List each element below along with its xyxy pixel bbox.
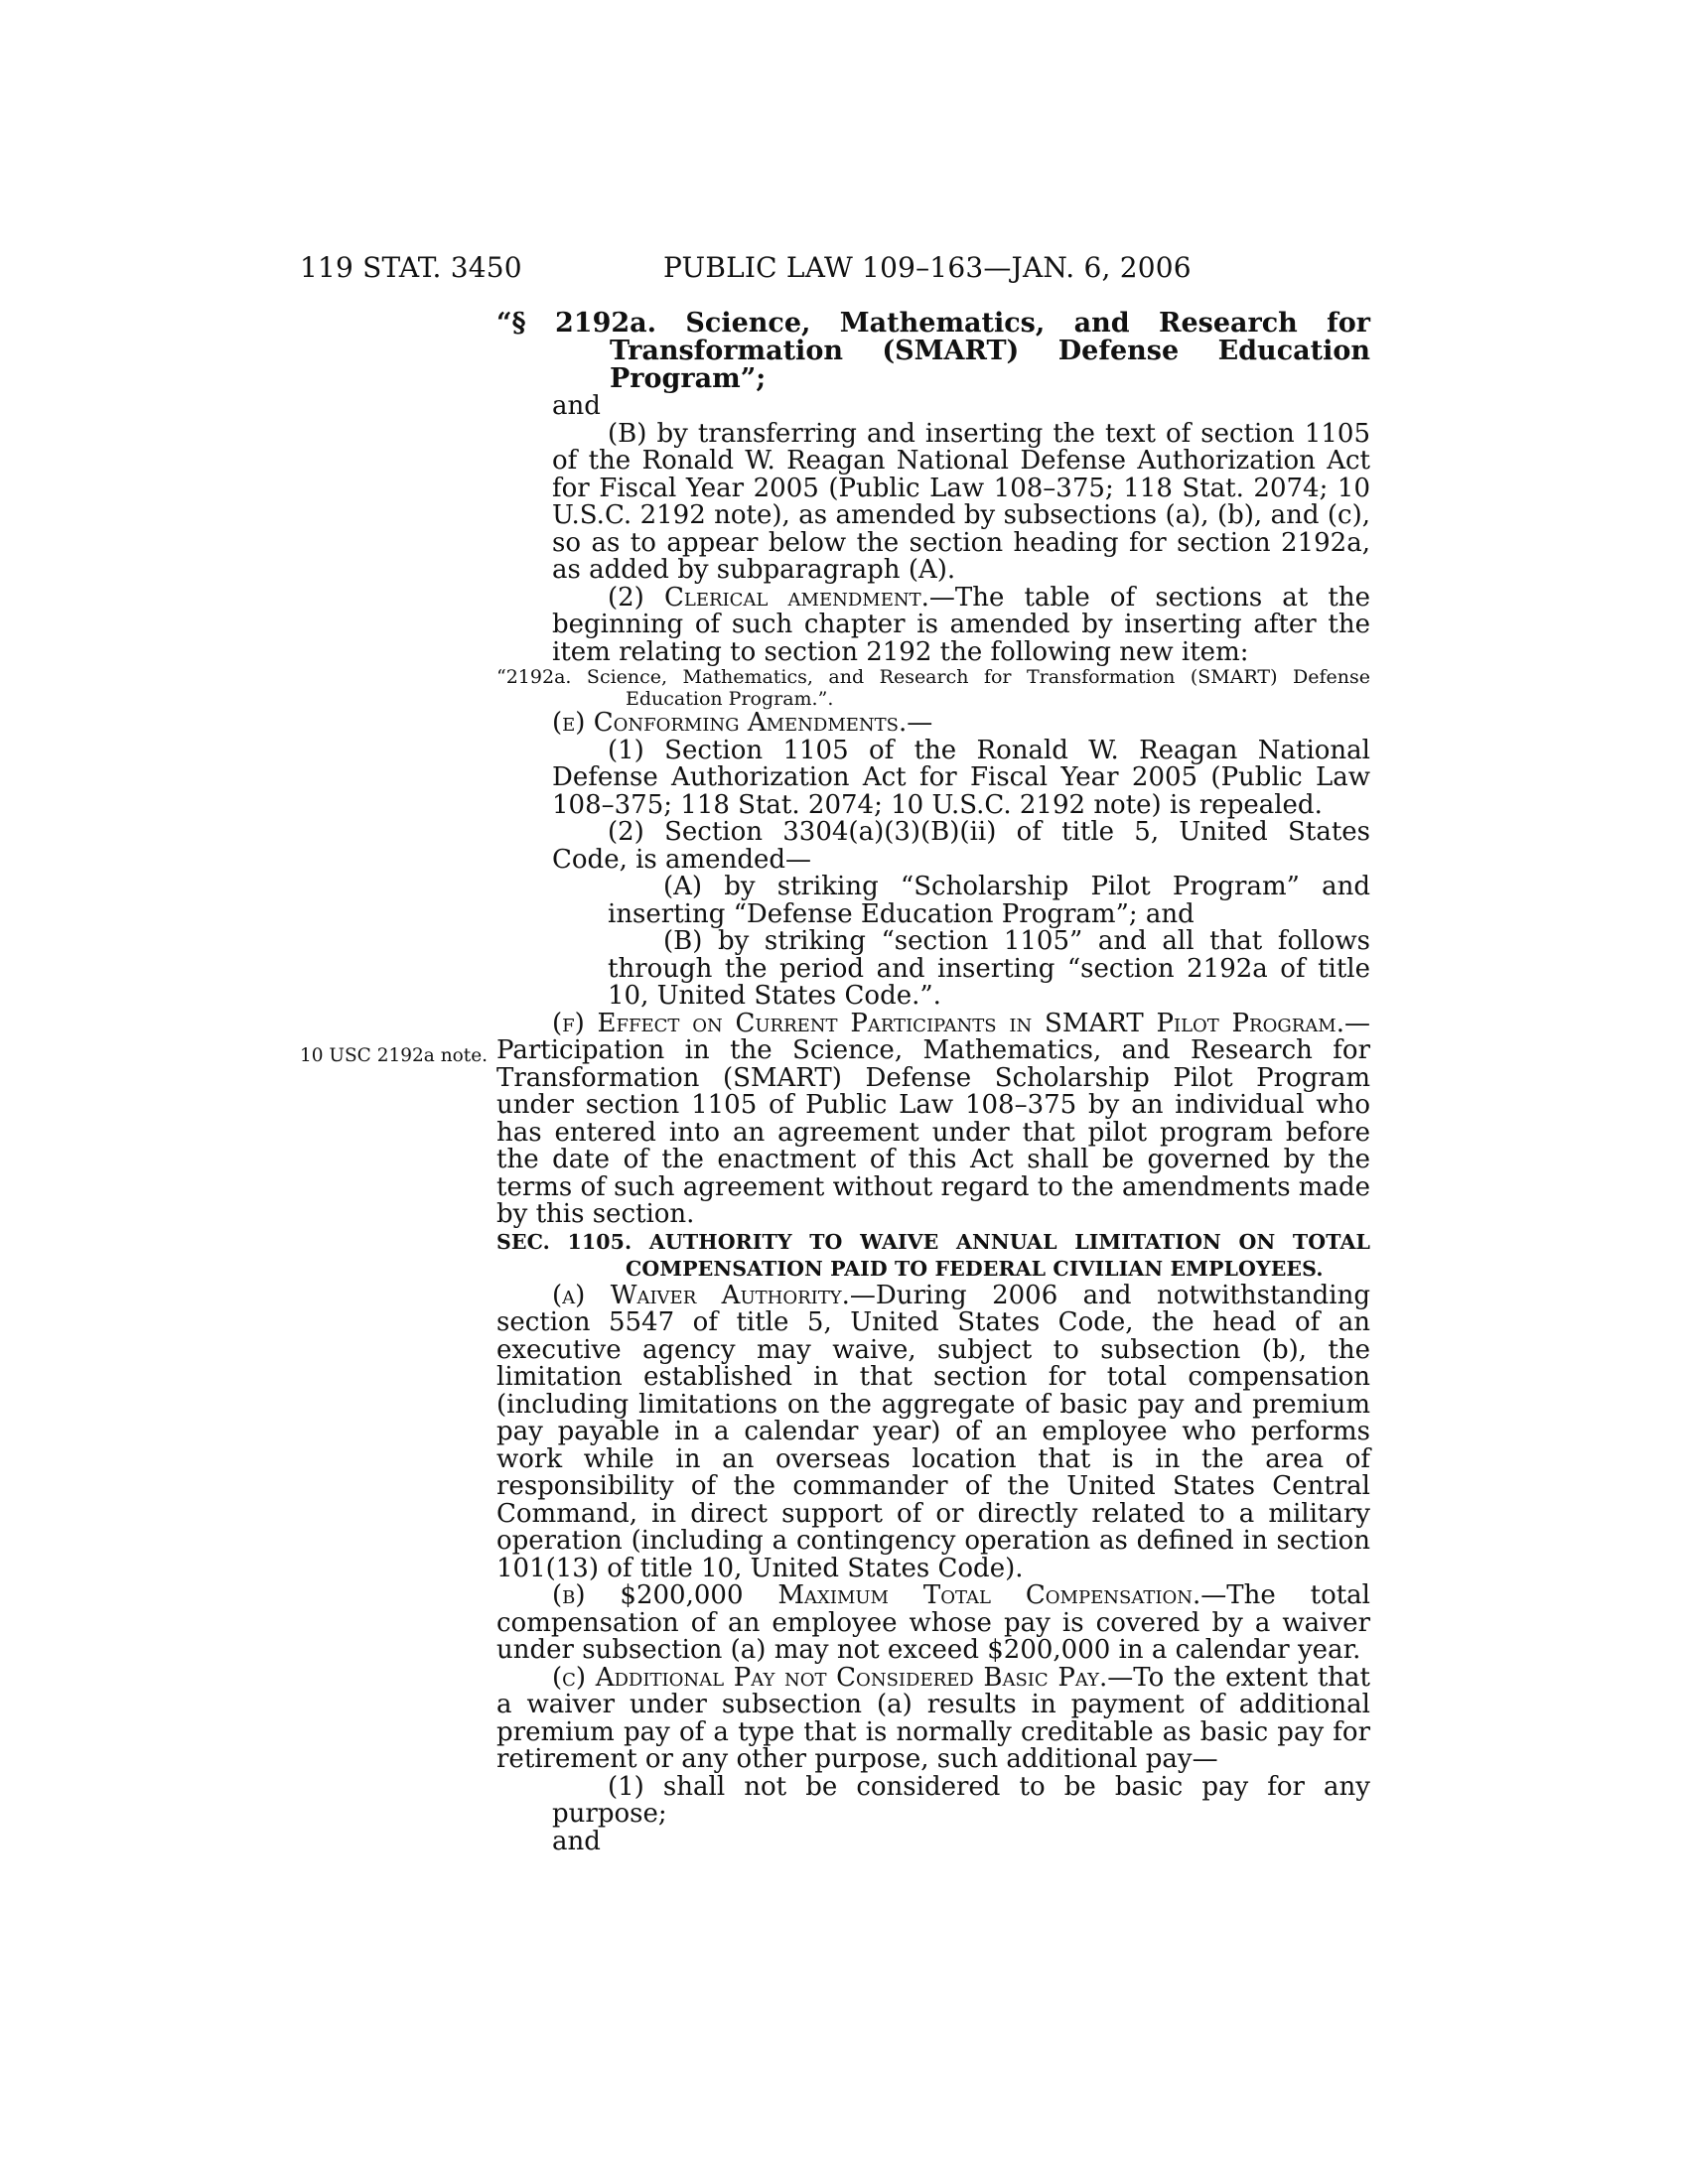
- paragraph-e1: (1) Section 1105 of the Ronald W. Reagan National Defense Authorization Act for Fiscal Year 2005 (Public Law 108–375; 118 Stat. 2074; 10 U.S.C. 2192 note) is repealed.: [552, 735, 1370, 820]
- paragraph-conforming-amendments: [496, 710, 1370, 738]
- margin-note: 10 USC 2192a note.: [300, 1045, 489, 1066]
- table-of-sections-item: “2192a. Science, Mathematics, and Research for Transformation (SMART) Defense Education Program.”.: [496, 666, 1370, 710]
- paragraph-b-transfer: (B) by transferring and inserting the text of section 1105 of the Ronald W. Reagan National Defense Authorization Act for Fiscal Year 2005 (Public Law 108–375; 118 Stat. 2074; 10 U.S.C. 2192 note), as amended by subsections (a), (b), and (c), so as to appear below the section heading for section 2192a, as added by subparagraph (A).: [552, 418, 1370, 585]
- paragraph-and: and: [552, 391, 601, 421]
- paragraph-f-effect: [496, 1008, 1370, 1229]
- sec-1105-heading: SEC. 1105. AUTHORITY TO WAIVE ANNUAL LIMITATION ON TOTAL COMPENSATION PAID TO FEDERAL CIVILIAN EMPLOYEES.: [496, 1229, 1370, 1281]
- paragraph-b-maximum: [496, 1582, 1370, 1665]
- additional-pay-heading: (c) Additional Pay not Considered Basic Pay.: [552, 1662, 1108, 1693]
- paragraph-e2b: (B) by striking “section 1105” and all that follows through the period and inserting “section 2192a of title 10, United States Code.”.: [608, 926, 1370, 1011]
- additional-pay-text: —To the extent that a waiver under subsection (a) results in payment of additional premium pay of a type that is normally creditable as basic pay for retirement or any other purpose, such additional pay—: [496, 1662, 1370, 1774]
- clerical-heading: (2) Clerical amendment.: [608, 582, 929, 613]
- clerical-text: —The table of sections at the beginning of such chapter is amended by inserting after the item relating to section 2192 the following new item:: [552, 582, 1370, 667]
- conforming-heading: (e) Conforming Amendments.: [552, 708, 908, 738]
- maximum-heading: (b) $200,000 Maximum Total Compensation.: [552, 1580, 1201, 1610]
- paragraph-clerical-amendment: [496, 582, 1370, 667]
- paragraph-c-additional-pay: [496, 1662, 1370, 1774]
- waiver-text: —During 2006 and notwithstanding section 5547 of title 5, United States Code, the head of an executive agency may waive, subject to subsection (b), the limitation established in that section for total compensation (including limitations on the aggregate of basic pay and premium pay payable in a calendar year) of an employee who performs work while in an overseas location that is in the area of responsibility of the commander of the United States Central Command, in direct support of or directly related to a military operation (including a contingency operation as defined in section 101(13) of title 10, United States Code).: [496, 1280, 1370, 1583]
- section-heading: “§ 2192a. Science, Mathematics, and Research for Transformation (SMART) Defense Education Program”;: [496, 308, 1370, 394]
- effect-heading: (f) Effect on Current Participants in SMART Pilot Program.: [552, 1008, 1344, 1038]
- conforming-dash: —: [907, 708, 933, 738]
- running-title: PUBLIC LAW 109–163—JAN. 6, 2006: [663, 251, 1192, 284]
- waiver-heading: (a) Waiver Authority.: [552, 1280, 850, 1310]
- maximum-text: —The total compensation of an employee whose pay is covered by a waiver under subsection (a) may not exceed $200,000 in a calendar year.: [496, 1580, 1370, 1665]
- paragraph-a-waiver: [496, 1280, 1370, 1583]
- document-body: [496, 310, 1370, 1855]
- effect-text: —Participation in the Science, Mathematics, and Research for Transformation (SMART) Defense Scholarship Pilot Program under section 1105 of Public Law 108–375 by an individual who has entered into an agreement under that pilot program before the date of the enactment of this Act shall be governed by the terms of such agreement without regard to the amendments made by this section.: [496, 1008, 1370, 1229]
- stat-page-number: 119 STAT. 3450: [300, 251, 522, 284]
- paragraph-c1: (1) shall not be considered to be basic pay for any purpose;: [552, 1771, 1370, 1829]
- paragraph-e2a: (A) by striking “Scholarship Pilot Program” and inserting “Defense Education Program”; and: [608, 872, 1370, 929]
- paragraph-and-final: and: [552, 1826, 601, 1856]
- paragraph-e2: (2) Section 3304(a)(3)(B)(ii) of title 5, United States Code, is amended—: [552, 817, 1370, 875]
